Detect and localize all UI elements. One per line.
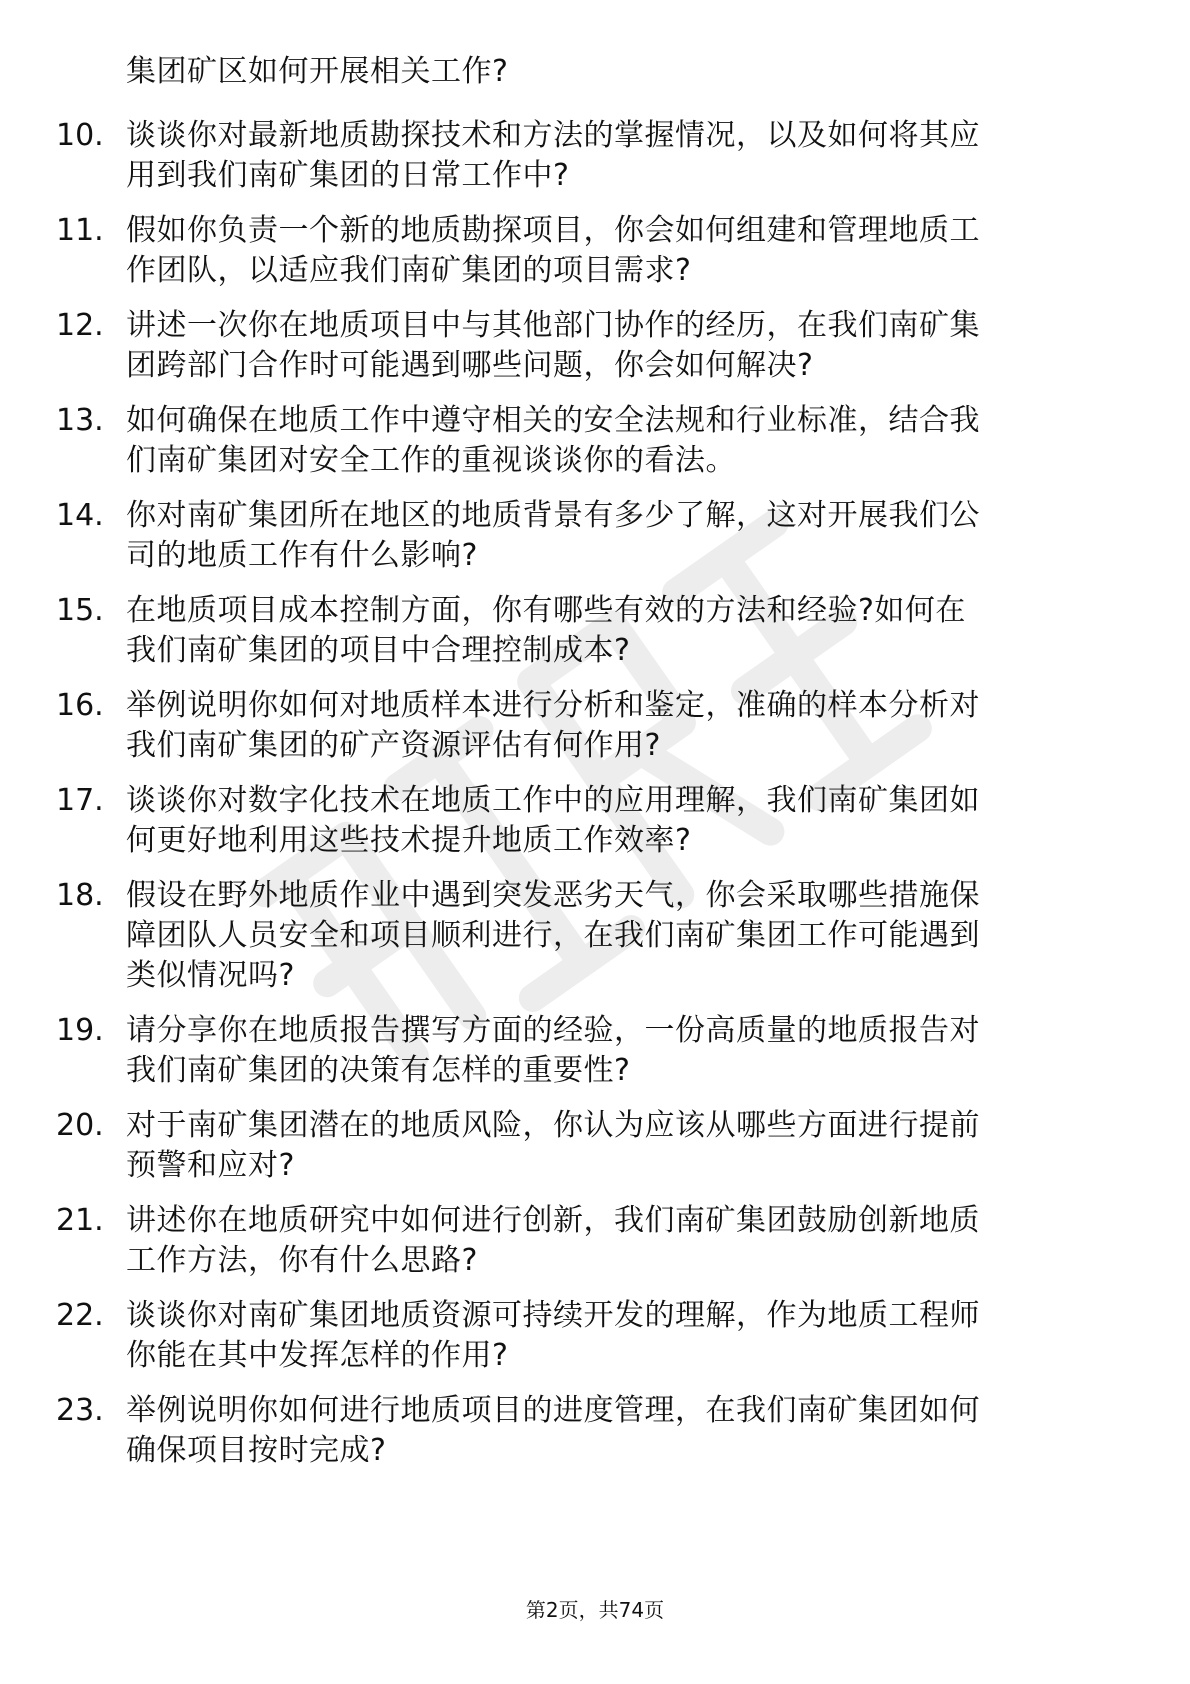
page-footer: 第2页，共74页 (525, 1598, 665, 1622)
question-continuation: 集团矿区如何开展相关工作? (126, 54, 509, 89)
question-line: 你对南矿集团所在地区的地质背景有多少了解，这对开展我们公 (126, 498, 980, 533)
question-line: 类似情况吗? (126, 958, 295, 993)
question-line: 我们南矿集团的项目中合理控制成本? (126, 633, 631, 668)
question-text (126, 1011, 1111, 1091)
question-line: 团跨部门合作时可能遇到哪些问题，你会如何解决? (126, 348, 814, 383)
question-line: 工作方法，你有什么思路? (126, 1243, 478, 1278)
question-text (126, 496, 1111, 576)
question-line: 障团队人员安全和项目顺利进行，在我们南矿集团工作可能遇到 (126, 918, 980, 953)
question-text (126, 781, 1111, 861)
question-number: 22. (56, 1298, 104, 1333)
question-text (126, 1296, 1111, 1376)
question-text (126, 116, 1111, 196)
question-line: 请分享你在地质报告撰写方面的经验，一份高质量的地质报告对 (126, 1013, 980, 1048)
question-number: 19. (56, 1013, 104, 1048)
question-number: 23. (56, 1393, 104, 1428)
question-line: 在地质项目成本控制方面，你有哪些有效的方法和经验?如何在 (126, 593, 966, 628)
question-line: 举例说明你如何对地质样本进行分析和鉴定，准确的样本分析对 (126, 688, 980, 723)
question-text (126, 1106, 1111, 1186)
question-line: 确保项目按时完成? (126, 1433, 387, 1468)
question-line: 预警和应对? (126, 1148, 295, 1183)
question-line: 如何确保在地质工作中遵守相关的安全法规和行业标准，结合我 (126, 403, 980, 438)
question-text (126, 401, 1111, 481)
question-line: 谈谈你对南矿集团地质资源可持续开发的理解，作为地质工程师 (126, 1298, 980, 1333)
question-line: 谈谈你对数字化技术在地质工作中的应用理解，我们南矿集团如 (126, 783, 980, 818)
question-number: 15. (56, 593, 104, 628)
question-number: 17. (56, 783, 104, 818)
question-line: 假设在野外地质作业中遇到突发恶劣天气，你会采取哪些措施保 (126, 878, 980, 913)
question-number: 16. (56, 688, 104, 723)
question-number: 13. (56, 403, 104, 438)
question-line: 们南矿集团对安全工作的重视谈谈你的看法。 (126, 443, 736, 478)
question-text (126, 1201, 1111, 1281)
question-text (126, 211, 1111, 291)
question-line: 假如你负责一个新的地质勘探项目，你会如何组建和管理地质工 (126, 213, 980, 248)
question-line: 作团队，以适应我们南矿集团的项目需求? (126, 253, 692, 288)
question-line: 何更好地利用这些技术提升地质工作效率? (126, 823, 692, 858)
question-number: 11. (56, 213, 104, 248)
question-line: 举例说明你如何进行地质项目的进度管理，在我们南矿集团如何 (126, 1393, 980, 1428)
question-text (126, 306, 1111, 386)
question-number: 21. (56, 1203, 104, 1238)
question-number: 10. (56, 118, 104, 153)
question-number: 14. (56, 498, 104, 533)
question-text (126, 1391, 1111, 1471)
question-line: 对于南矿集团潜在的地质风险，你认为应该从哪些方面进行提前 (126, 1108, 980, 1143)
question-text (126, 591, 1111, 671)
question-number: 20. (56, 1108, 104, 1143)
question-line: 司的地质工作有什么影响? (126, 538, 478, 573)
question-text (126, 876, 1111, 996)
question-line: 我们南矿集团的决策有怎样的重要性? (126, 1053, 631, 1088)
question-line: 谈谈你对最新地质勘探技术和方法的掌握情况，以及如何将其应 (126, 118, 980, 153)
question-line: 讲述你在地质研究中如何进行创新，我们南矿集团鼓励创新地质 (126, 1203, 980, 1238)
question-line: 你能在其中发挥怎样的作用? (126, 1338, 509, 1373)
question-line: 讲述一次你在地质项目中与其他部门协作的经历，在我们南矿集 (126, 308, 980, 343)
question-text (126, 686, 1111, 766)
question-line: 用到我们南矿集团的日常工作中? (126, 158, 570, 193)
question-number: 12. (56, 308, 104, 343)
question-number: 18. (56, 878, 104, 913)
question-line: 我们南矿集团的矿产资源评估有何作用? (126, 728, 661, 763)
